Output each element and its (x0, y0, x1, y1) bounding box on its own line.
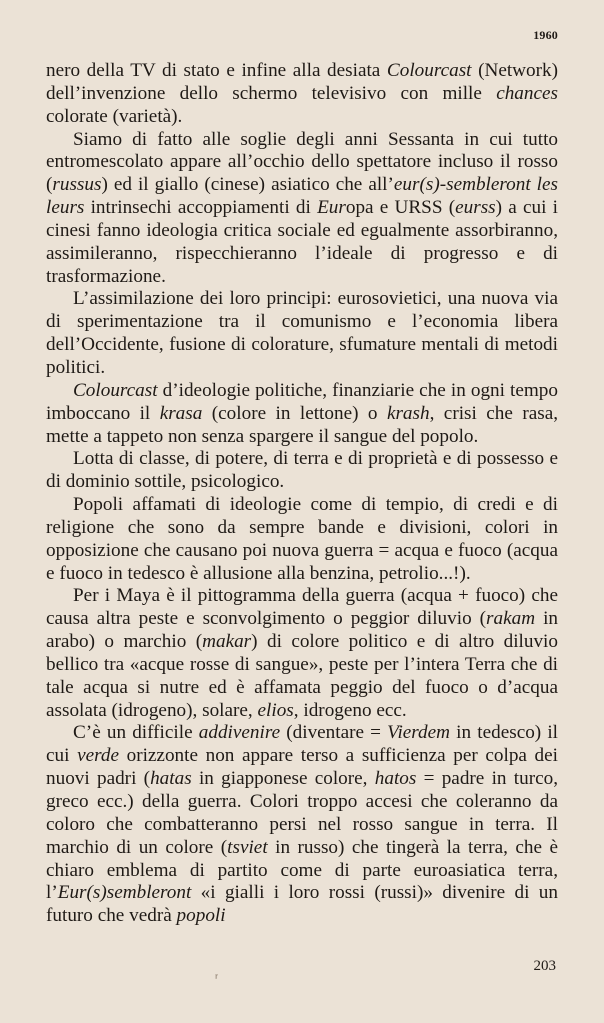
paragraph (46, 288, 558, 379)
text-run: C’è un difficile (73, 722, 199, 744)
text-run: intrinsechi accoppiamenti di (84, 197, 318, 219)
text-run: L’assimilazione dei loro principi: eurosovietici, una nuova via di sperimentazione tra il comunismo e l’economia libera dell’Occidente, fusione di colorature, sfumature mentali di metodi politici. (46, 288, 558, 378)
italic-term: hatos (374, 768, 417, 790)
italic-term: Colourcast (386, 60, 472, 81)
italic-term: addivenire (198, 722, 281, 744)
text-run: ) a cui i cinesi fanno ideologia critica sociale ed egualmente assorbiranno, assimileranno, rispecchieranno l’ideale di progresso e di trasformazione. (46, 197, 558, 287)
paragraph (46, 585, 558, 722)
italic-term: krash (386, 402, 430, 424)
italic-term: Vierdem (387, 722, 451, 744)
paragraph (46, 494, 558, 585)
italic-term: eur(s)-sembleront les leurs (46, 174, 558, 219)
text-run: , crisi che rasa, mette a tappeto non senza spargere il sangue del popolo. (46, 402, 559, 447)
text-run: (Network) dell’invenzione dello schermo televisivo con mille (46, 60, 558, 104)
italic-term: hatas (150, 768, 192, 790)
text-run: Popoli affamati di ideologie come di tempio, di credi e di religione che sono da sempre bande e divisioni, colori in opposizione che causano poi nuova guerra = acqua e fuoco (acqua e fuoco in tedesco è allusione alla benzina, petrolio...!). (46, 494, 558, 584)
text-run: (colore in lettone) o (202, 402, 387, 424)
italic-term: Eur(s)sembleront (57, 882, 192, 904)
text-run: nero della TV di stato e infine alla desiata (46, 60, 387, 81)
italic-term: popoli (176, 905, 226, 927)
stray-pen-mark: ʳ (215, 970, 218, 985)
italic-term: elios (257, 699, 294, 721)
page-number: 203 (533, 958, 556, 974)
text-run: Siamo di fatto alle soglie degli anni Sessanta in cui tutto entromescolato appare all’occhio dello spettatore incluso il rosso ( (46, 128, 558, 196)
italic-term: Colourcast (73, 379, 158, 401)
italic-term: makar (202, 631, 252, 653)
running-head: 1960 (533, 28, 558, 42)
italic-term: eurss (455, 197, 496, 219)
text-run: (diventare = (280, 722, 388, 744)
body-text (46, 60, 558, 928)
text-run: = padre in turco, greco ecc.) della guerra. Colori troppo accesi che coleranno da coloro che combatteranno persi nel rosso sangue in terra. Il marchio di un colore ( (46, 768, 559, 858)
italic-term: krasa (159, 402, 203, 424)
paragraph (46, 129, 558, 289)
text-run: «i gialli i loro rossi (russi)» divenire di un futuro che vedrà (46, 882, 558, 927)
italic-term: verde (77, 745, 119, 767)
text-run: , idrogeno ecc. (293, 699, 407, 721)
text-run: ) ed il giallo (cinese) asiatico che all’ (101, 174, 394, 196)
italic-term: russus (52, 174, 102, 196)
text-run: in arabo) o marchio ( (46, 608, 558, 653)
italic-term: tsviet (227, 836, 268, 858)
text-run: Lotta di classe, di potere, di terra e di proprietà e di possesso e di dominio sottile, psicologico. (46, 448, 558, 493)
italic-term: rakam (486, 608, 536, 630)
text-run: Per i Maya è il pittogramma della guerra (acqua + fuoco) che causa altra peste e sconvolgimento o peggior diluvio ( (46, 585, 558, 630)
paragraph (46, 380, 558, 449)
text-run: orizzonte non appare terso a sufficienza per colpa dei nuovi padri ( (46, 745, 558, 790)
text-run: in tedesco) il cui (46, 722, 559, 767)
italic-term: Eur (317, 197, 346, 219)
text-run: ) di colore politico e di altro diluvio bellico tra «acque rosse di sangue», peste per l’intera Terra che di tale acqua si nutre ed è affamata peggio del fuoco o d’acqua assolata (idrogeno), solare, (46, 631, 558, 721)
paragraph (46, 722, 558, 928)
text-run: opa e URSS ( (345, 197, 456, 219)
italic-term: chances (496, 82, 558, 104)
paragraph (46, 448, 558, 494)
text-run: colorate (varietà). (46, 105, 183, 127)
paragraph (46, 60, 558, 129)
text-run: in giapponese colore, (191, 768, 375, 790)
text-run: in russo) che tingerà la terra, che è chiaro emblema di partito come di parte euroasiatica terra, l’ (46, 836, 558, 904)
text-run: d’ideologie politiche, finanziarie che in ogni tempo imboccano il (46, 379, 558, 424)
